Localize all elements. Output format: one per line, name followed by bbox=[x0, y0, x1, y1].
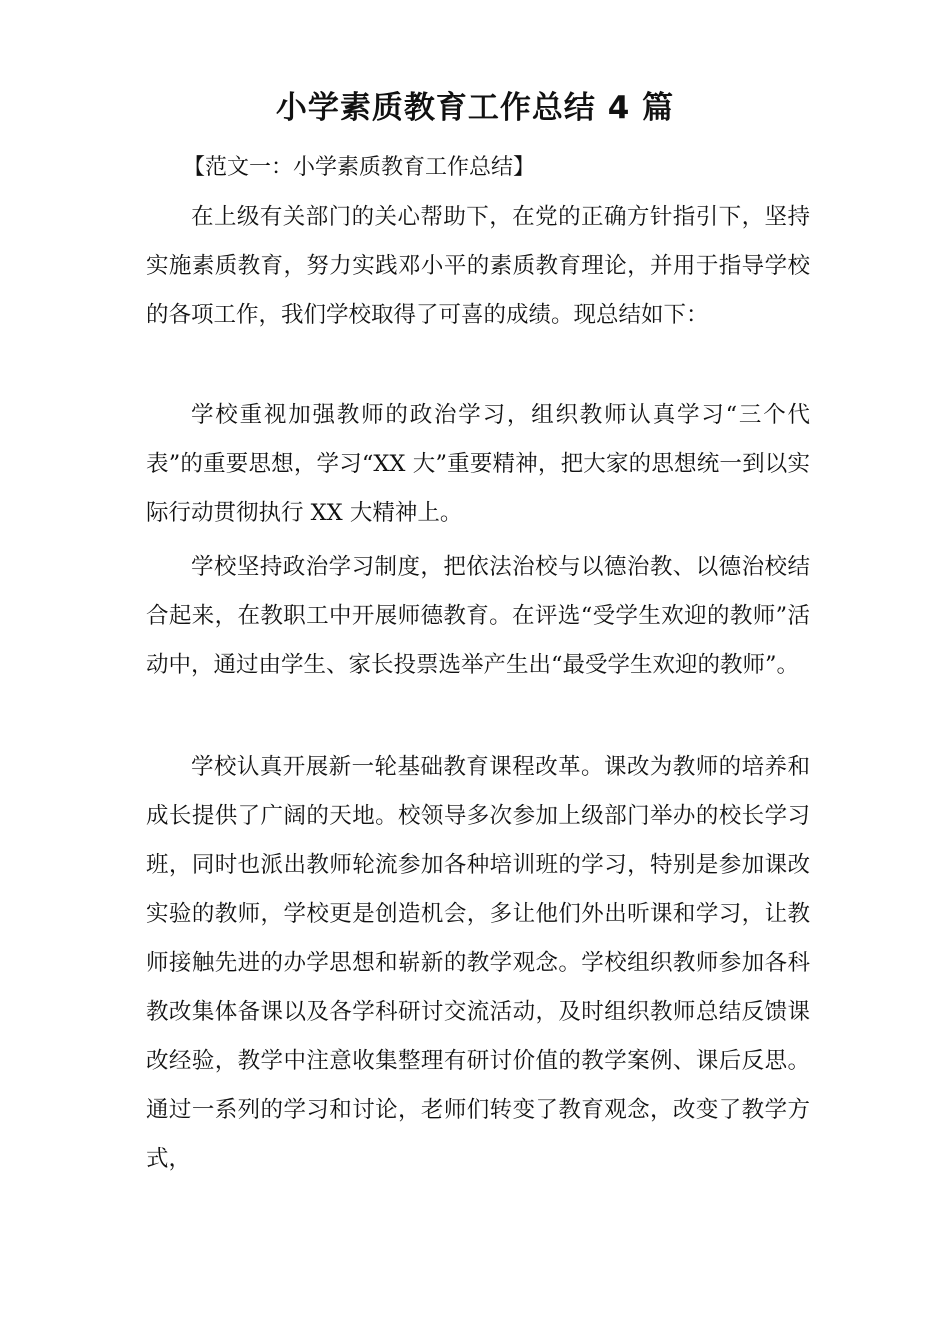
paragraph-4: 学校认真开展新一轮基础教育课程改革。课改为教师的培养和成长提供了广阔的天地。校领导多次参加上级部门举办的校长学习班，同时也派出教师轮流参加各种培训班的学习，特别是参加课改实验的教师，学校更是创造机会，多让他们外出听课和学习，让教师接触先进的办学思想和崭新的教学观念。学校组织教师参加各科教改集体备课以及各学科研讨交流活动，及时组织教师总结反馈课改经验，教学中注意收集整理有研讨价值的教学案例、课后反思。通过一系列的学习和讨论，老师们转变了教育观念，改变了教学方式， bbox=[146, 754, 810, 1172]
document-title: 小学素质教育工作总结 4 篇 bbox=[275, 90, 675, 126]
paragraph-1: 在上级有关部门的关心帮助下，在党的正确方针指引下，坚持实施素质教育，努力实践邓小平的素质教育理论，并用于指导学校的各项工作，我们学校取得了可喜的成绩。现总结如下： bbox=[146, 204, 810, 328]
paragraph-3: 学校坚持政治学习制度，把依法治校与以德治教、以德治校结合起来，在教职工中开展师德教育。在评选“受学生欢迎的教师”活动中，通过由学生、家长投票选举产生出“最受学生欢迎的教师”。 bbox=[146, 554, 810, 678]
section-heading: 【范文一：小学素质教育工作总结】 bbox=[183, 155, 536, 180]
paragraph-2: 学校重视加强教师的政治学习，组织教师认真学习“三个代表”的重要思想，学习“XX 大”重要精神，把大家的思想统一到以实际行动贯彻执行 XX 大精神上。 bbox=[146, 402, 810, 526]
